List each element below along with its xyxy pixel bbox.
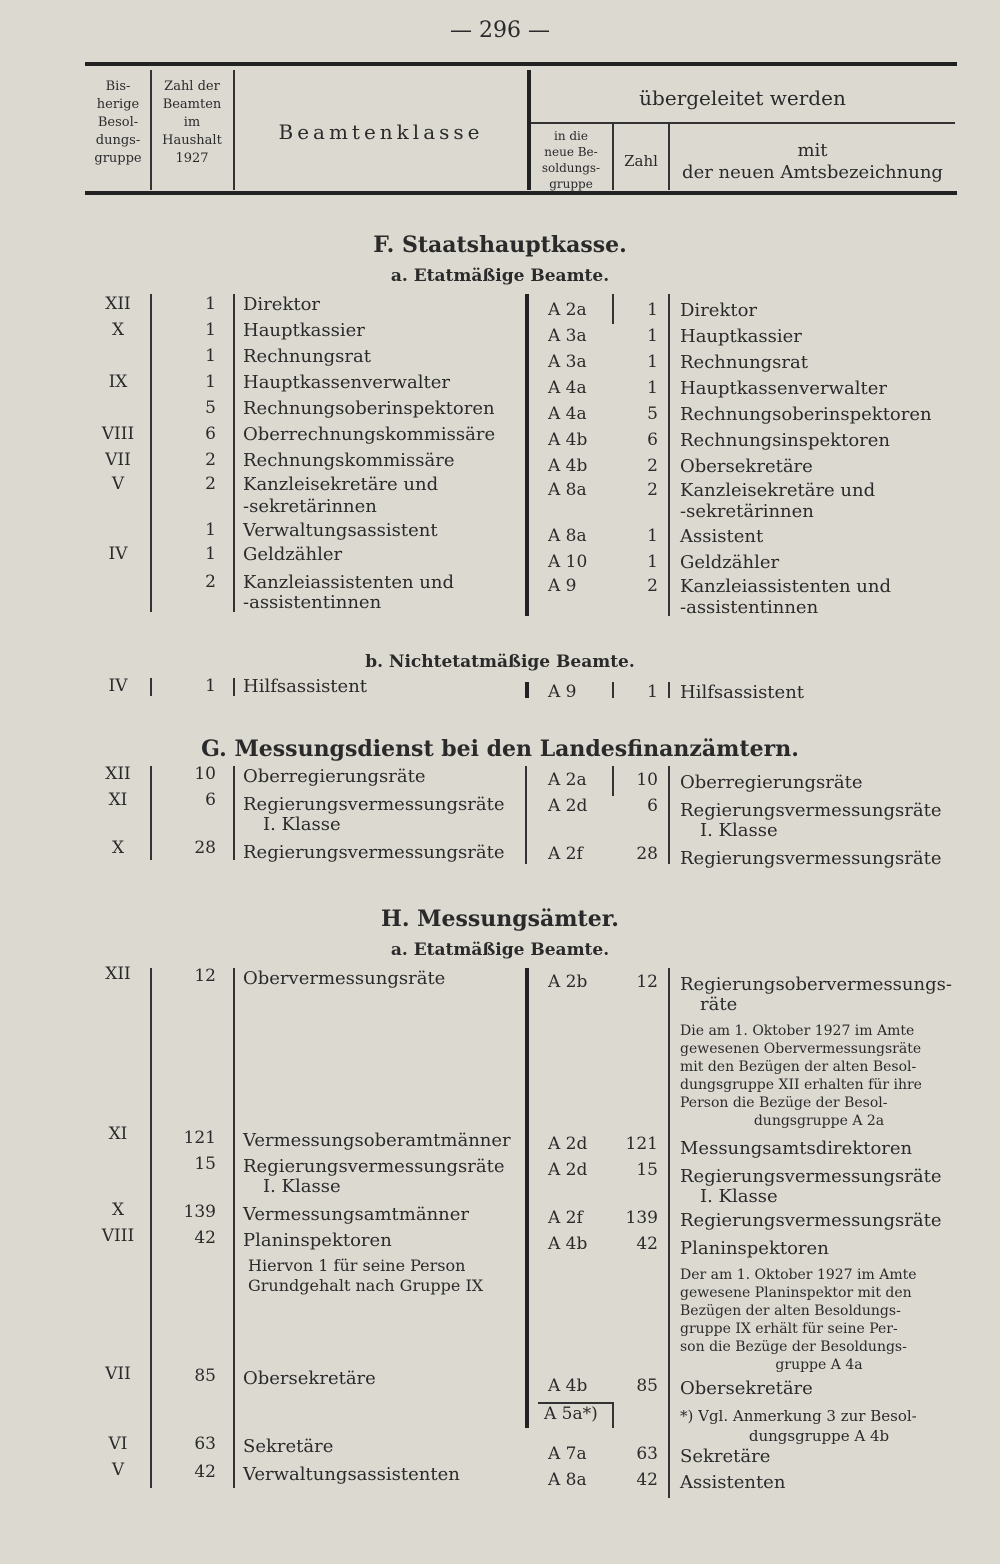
new-title-cell: Kanzleiassistenten und bbox=[680, 576, 892, 597]
header-line: Beamten bbox=[162, 97, 222, 112]
old-group-cell: VII bbox=[105, 1364, 131, 1384]
new-count-cell: 1 bbox=[647, 378, 658, 398]
class-cell: Kanzleisekretäre und bbox=[243, 474, 439, 495]
class-cell: Hilfsassistent bbox=[243, 676, 368, 697]
new-title-cell: Regierungsobervermessungs- bbox=[680, 974, 952, 995]
section-h-a-title: a. Etatmäßige Beamte. bbox=[390, 940, 610, 960]
count-cell: 1 bbox=[205, 544, 216, 564]
count-cell: 28 bbox=[194, 838, 216, 858]
count-cell: 6 bbox=[205, 424, 216, 444]
header-group-rule bbox=[530, 122, 955, 124]
new-group-cell: A 2d bbox=[548, 1134, 588, 1154]
column-rule bbox=[233, 294, 235, 612]
note-obervermessungsraete bbox=[680, 1022, 958, 1130]
new-group-cell: A 9 bbox=[548, 576, 577, 596]
new-title-cell: Regierungsvermessungsräte bbox=[680, 1210, 942, 1231]
note-line: gewesenen Obervermessungsräte bbox=[680, 1041, 922, 1057]
count-cell: 139 bbox=[183, 1202, 216, 1222]
new-group-cell: A 2f bbox=[548, 1208, 583, 1228]
column-rule bbox=[612, 1402, 614, 1428]
new-group-cell: A 7a bbox=[548, 1444, 587, 1464]
new-group-cell: A 3a bbox=[548, 326, 587, 346]
new-group-cell: A 2a bbox=[548, 770, 587, 790]
column-rule bbox=[612, 294, 614, 324]
class-cell: Verwaltungsassistenten bbox=[243, 1464, 460, 1485]
count-cell: 1 bbox=[205, 320, 216, 340]
new-count-cell: 12 bbox=[636, 972, 658, 992]
count-cell: 12 bbox=[194, 966, 216, 986]
count-cell: 1 bbox=[205, 294, 216, 314]
column-rule bbox=[525, 682, 529, 698]
header-new-group bbox=[530, 128, 612, 192]
count-cell: 1 bbox=[205, 346, 216, 366]
old-group-cell: X bbox=[111, 1200, 125, 1220]
new-title-cell: Kanzleisekretäre und bbox=[680, 480, 876, 501]
new-title-cell: Geldzähler bbox=[680, 552, 780, 573]
note-line: Der am 1. Oktober 1927 im Amte bbox=[680, 1267, 917, 1283]
new-title-cell: Regierungsvermessungsräte bbox=[680, 1166, 942, 1187]
new-group-cell: A 9 bbox=[548, 682, 577, 702]
column-rule bbox=[525, 766, 527, 864]
column-rule bbox=[233, 678, 235, 696]
new-title-cell: Rechnungsinspektoren bbox=[680, 430, 891, 451]
header-line: herige bbox=[96, 97, 140, 112]
section-f-a-title: a. Etatmäßige Beamte. bbox=[390, 266, 610, 286]
class-cell: Verwaltungsassistent bbox=[243, 520, 438, 541]
class-cell: Hauptkassenverwalter bbox=[243, 372, 450, 393]
new-group-cell: A 8a bbox=[548, 1470, 587, 1490]
header-zahl: Zahl bbox=[624, 152, 658, 170]
column-rule bbox=[668, 294, 670, 616]
class-cell: Regierungsvermessungsräte bbox=[243, 794, 505, 815]
count-cell: 85 bbox=[194, 1366, 216, 1386]
count-cell: 63 bbox=[194, 1434, 216, 1454]
note-line: mit den Bezügen der alten Besol- bbox=[680, 1059, 917, 1075]
header-line: in die bbox=[553, 129, 588, 143]
section-f-b-title: b. Nichtetatmäßige Beamte. bbox=[365, 652, 635, 672]
header-line: der neuen Amtsbezeichnung bbox=[682, 162, 943, 183]
new-title-cell-continuation: -sekretärinnen bbox=[680, 501, 814, 522]
column-rule bbox=[668, 766, 670, 864]
extra-group-cell: A 5a*) bbox=[544, 1404, 598, 1424]
new-title-cell: Obersekretäre bbox=[680, 456, 813, 477]
class-cell: Geldzähler bbox=[243, 544, 343, 565]
header-group-title: übergeleitet werden bbox=[639, 86, 846, 110]
new-count-cell: 1 bbox=[647, 326, 658, 346]
new-title-cell: Assistent bbox=[680, 526, 764, 547]
new-title-cell: Messungsamtsdirektoren bbox=[680, 1138, 913, 1159]
count-cell: 42 bbox=[194, 1228, 216, 1248]
new-count-cell: 15 bbox=[636, 1160, 658, 1180]
new-title-cell: Hauptkassier bbox=[680, 326, 802, 347]
header-old-group bbox=[86, 78, 150, 168]
new-title-cell: Hilfsassistent bbox=[680, 682, 805, 703]
new-title-cell: Sekretäre bbox=[680, 1446, 771, 1467]
old-group-cell: VI bbox=[108, 1434, 128, 1454]
new-group-cell: A 2a bbox=[548, 300, 587, 320]
header-line: im bbox=[183, 115, 201, 130]
new-group-cell: A 4a bbox=[548, 404, 587, 424]
count-cell: 121 bbox=[183, 1128, 216, 1148]
note-line: Die am 1. Oktober 1927 im Amte bbox=[680, 1023, 915, 1039]
new-count-cell: 63 bbox=[636, 1444, 658, 1464]
new-title-cell-continuation: räte bbox=[700, 994, 738, 1015]
header-class: Beamtenklasse bbox=[278, 120, 484, 144]
header-line: gruppe bbox=[549, 177, 593, 191]
note-planinspektoren-class bbox=[248, 1256, 512, 1296]
header-line: soldungs- bbox=[541, 161, 601, 175]
note-line: gruppe A 4a bbox=[775, 1357, 863, 1373]
new-count-cell: 121 bbox=[625, 1134, 658, 1154]
header-line: Haushalt bbox=[162, 133, 222, 148]
new-title-cell: Hauptkassenverwalter bbox=[680, 378, 887, 399]
header-divider bbox=[233, 70, 235, 190]
note-planinspektor bbox=[680, 1266, 958, 1374]
new-title-cell-continuation: -assistentinnen bbox=[680, 597, 819, 618]
new-count-cell: 6 bbox=[647, 796, 658, 816]
column-rule bbox=[612, 682, 614, 698]
header-bottom-rule bbox=[85, 191, 957, 195]
new-group-cell: A 2b bbox=[548, 972, 588, 992]
section-h-title: H. Messungsämter. bbox=[381, 906, 619, 932]
count-cell: 10 bbox=[194, 764, 216, 784]
class-cell: Oberrechnungskommissäre bbox=[243, 424, 496, 445]
old-group-cell: V bbox=[111, 1460, 125, 1480]
footnote bbox=[680, 1406, 958, 1446]
old-group-cell: XII bbox=[105, 294, 131, 314]
old-group-cell: V bbox=[111, 474, 125, 494]
note-line: dungsgruppe A 4b bbox=[748, 1427, 890, 1445]
new-group-cell: A 2f bbox=[548, 844, 583, 864]
new-count-cell: 5 bbox=[647, 404, 658, 424]
old-group-cell: XII bbox=[105, 964, 131, 984]
class-cell: Regierungsvermessungsräte bbox=[243, 842, 505, 863]
column-rule bbox=[668, 968, 670, 1498]
new-count-cell: 2 bbox=[647, 576, 658, 596]
new-title-cell: Oberregierungsräte bbox=[680, 772, 863, 793]
class-cell-continuation: -assistentinnen bbox=[243, 592, 382, 613]
header-line: dungs- bbox=[95, 133, 141, 148]
new-group-cell: A 3a bbox=[548, 352, 587, 372]
new-count-cell: 85 bbox=[636, 1376, 658, 1396]
header-line: neue Be- bbox=[544, 145, 598, 159]
old-group-cell: VIII bbox=[101, 1226, 135, 1246]
column-rule bbox=[525, 294, 529, 616]
new-count-cell: 10 bbox=[636, 770, 658, 790]
count-cell: 1 bbox=[205, 372, 216, 392]
note-line: *) Vgl. Anmerkung 3 zur Besol- bbox=[680, 1407, 917, 1425]
class-cell: Regierungsvermessungsräte bbox=[243, 1156, 505, 1177]
count-cell: 42 bbox=[194, 1462, 216, 1482]
class-cell: Obersekretäre bbox=[243, 1368, 376, 1389]
column-rule bbox=[150, 294, 152, 612]
header-count bbox=[152, 78, 232, 168]
new-count-cell: 2 bbox=[647, 480, 658, 500]
header-new-title bbox=[670, 140, 955, 184]
new-count-cell: 1 bbox=[647, 682, 658, 702]
new-title-cell: Assistenten bbox=[680, 1472, 786, 1493]
note-line: gewesene Planinspektor mit den bbox=[680, 1285, 912, 1301]
class-cell: Obervermessungsräte bbox=[243, 968, 446, 989]
column-rule bbox=[668, 682, 670, 698]
old-group-cell: IX bbox=[108, 372, 128, 392]
count-cell: 2 bbox=[205, 450, 216, 470]
class-cell: Vermessungsamtmänner bbox=[243, 1204, 470, 1225]
new-count-cell: 42 bbox=[636, 1470, 658, 1490]
new-count-cell: 139 bbox=[625, 1208, 658, 1228]
count-cell: 5 bbox=[205, 398, 216, 418]
class-cell: Kanzleiassistenten und bbox=[243, 572, 455, 593]
column-rule bbox=[233, 968, 235, 1488]
new-title-cell-continuation: I. Klasse bbox=[700, 1186, 778, 1207]
note-line: Person die Bezüge der Besol- bbox=[680, 1095, 888, 1111]
old-group-cell: IV bbox=[108, 676, 128, 696]
class-cell: Vermessungsoberamtmänner bbox=[243, 1130, 511, 1151]
new-title-cell-continuation: I. Klasse bbox=[700, 820, 778, 841]
count-cell: 2 bbox=[205, 572, 216, 592]
new-count-cell: 1 bbox=[647, 300, 658, 320]
new-group-cell: A 8a bbox=[548, 526, 587, 546]
new-title-cell: Planinspektoren bbox=[680, 1238, 829, 1259]
header-line: Bis- bbox=[105, 79, 131, 94]
class-cell: Direktor bbox=[243, 294, 321, 315]
new-group-cell: A 4b bbox=[548, 456, 588, 476]
class-cell: Planinspektoren bbox=[243, 1230, 392, 1251]
new-title-cell: Rechnungsrat bbox=[680, 352, 808, 373]
new-count-cell: 1 bbox=[647, 552, 658, 572]
page-number: — 296 — bbox=[450, 18, 550, 43]
note-line: Bezügen der alten Besoldungs- bbox=[680, 1303, 901, 1319]
class-cell: Rechnungsrat bbox=[243, 346, 371, 367]
new-count-cell: 28 bbox=[636, 844, 658, 864]
section-f-title: F. Staatshauptkasse. bbox=[373, 232, 627, 258]
note-line: son die Bezüge der Besoldungs- bbox=[680, 1339, 907, 1355]
count-cell: 1 bbox=[205, 676, 216, 696]
header-line: Zahl der bbox=[164, 79, 220, 94]
header-line: gruppe bbox=[94, 151, 142, 166]
old-group-cell: X bbox=[111, 320, 125, 340]
new-group-cell: A 4b bbox=[548, 430, 588, 450]
note-line: gruppe IX erhält für seine Per- bbox=[680, 1321, 898, 1337]
column-rule bbox=[150, 766, 152, 860]
column-rule bbox=[150, 678, 152, 696]
note-line: dungsgruppe XII erhalten für ihre bbox=[680, 1077, 922, 1093]
new-count-cell: 1 bbox=[647, 526, 658, 546]
column-rule bbox=[233, 766, 235, 860]
class-cell-continuation: I. Klasse bbox=[263, 814, 341, 835]
header-line: mit bbox=[797, 140, 828, 161]
class-cell: Rechnungskommissäre bbox=[243, 450, 455, 471]
new-title-cell: Regierungsvermessungsräte bbox=[680, 848, 942, 869]
new-title-cell: Direktor bbox=[680, 300, 758, 321]
new-group-cell: A 2d bbox=[548, 796, 588, 816]
new-count-cell: 42 bbox=[636, 1234, 658, 1254]
class-cell-continuation: I. Klasse bbox=[263, 1176, 341, 1197]
new-group-cell: A 4b bbox=[548, 1376, 588, 1396]
header-top-rule bbox=[85, 62, 957, 66]
old-group-cell: XII bbox=[105, 764, 131, 784]
note-line: dungsgruppe A 2a bbox=[753, 1113, 885, 1129]
new-title-cell: Rechnungsoberinspektoren bbox=[680, 404, 932, 425]
header-line: 1927 bbox=[175, 151, 209, 166]
class-cell-continuation: -sekretärinnen bbox=[243, 496, 377, 517]
class-cell: Rechnungsoberinspektoren bbox=[243, 398, 495, 419]
new-group-cell: A 8a bbox=[548, 480, 587, 500]
old-group-cell: XI bbox=[108, 1124, 128, 1144]
count-cell: 2 bbox=[205, 474, 216, 494]
column-rule bbox=[150, 968, 152, 1488]
note-line: Hiervon 1 für seine Person bbox=[248, 1256, 466, 1275]
old-group-cell: VII bbox=[105, 450, 131, 470]
class-cell: Oberregierungsräte bbox=[243, 766, 426, 787]
count-cell: 15 bbox=[194, 1154, 216, 1174]
new-count-cell: 1 bbox=[647, 352, 658, 372]
class-cell: Hauptkassier bbox=[243, 320, 365, 341]
old-group-cell: XI bbox=[108, 790, 128, 810]
new-title-cell: Regierungsvermessungsräte bbox=[680, 800, 942, 821]
new-group-cell: A 4b bbox=[548, 1234, 588, 1254]
new-group-cell: A 10 bbox=[548, 552, 588, 572]
column-rule bbox=[612, 766, 614, 796]
new-group-cell: A 4a bbox=[548, 378, 587, 398]
note-line: Grundgehalt nach Gruppe IX bbox=[248, 1276, 484, 1295]
column-rule bbox=[525, 968, 529, 1428]
new-count-cell: 6 bbox=[647, 430, 658, 450]
old-group-cell: X bbox=[111, 838, 125, 858]
new-title-cell: Obersekretäre bbox=[680, 1378, 813, 1399]
old-group-cell: VIII bbox=[101, 424, 135, 444]
new-group-cell: A 2d bbox=[548, 1160, 588, 1180]
count-cell: 6 bbox=[205, 790, 216, 810]
class-cell: Sekretäre bbox=[243, 1436, 334, 1457]
new-count-cell: 2 bbox=[647, 456, 658, 476]
old-group-cell: IV bbox=[108, 544, 128, 564]
header-line: Besol- bbox=[97, 115, 139, 130]
section-g-title: G. Messungsdienst bei den Landesfinanzämtern. bbox=[201, 736, 799, 762]
count-cell: 1 bbox=[205, 520, 216, 540]
